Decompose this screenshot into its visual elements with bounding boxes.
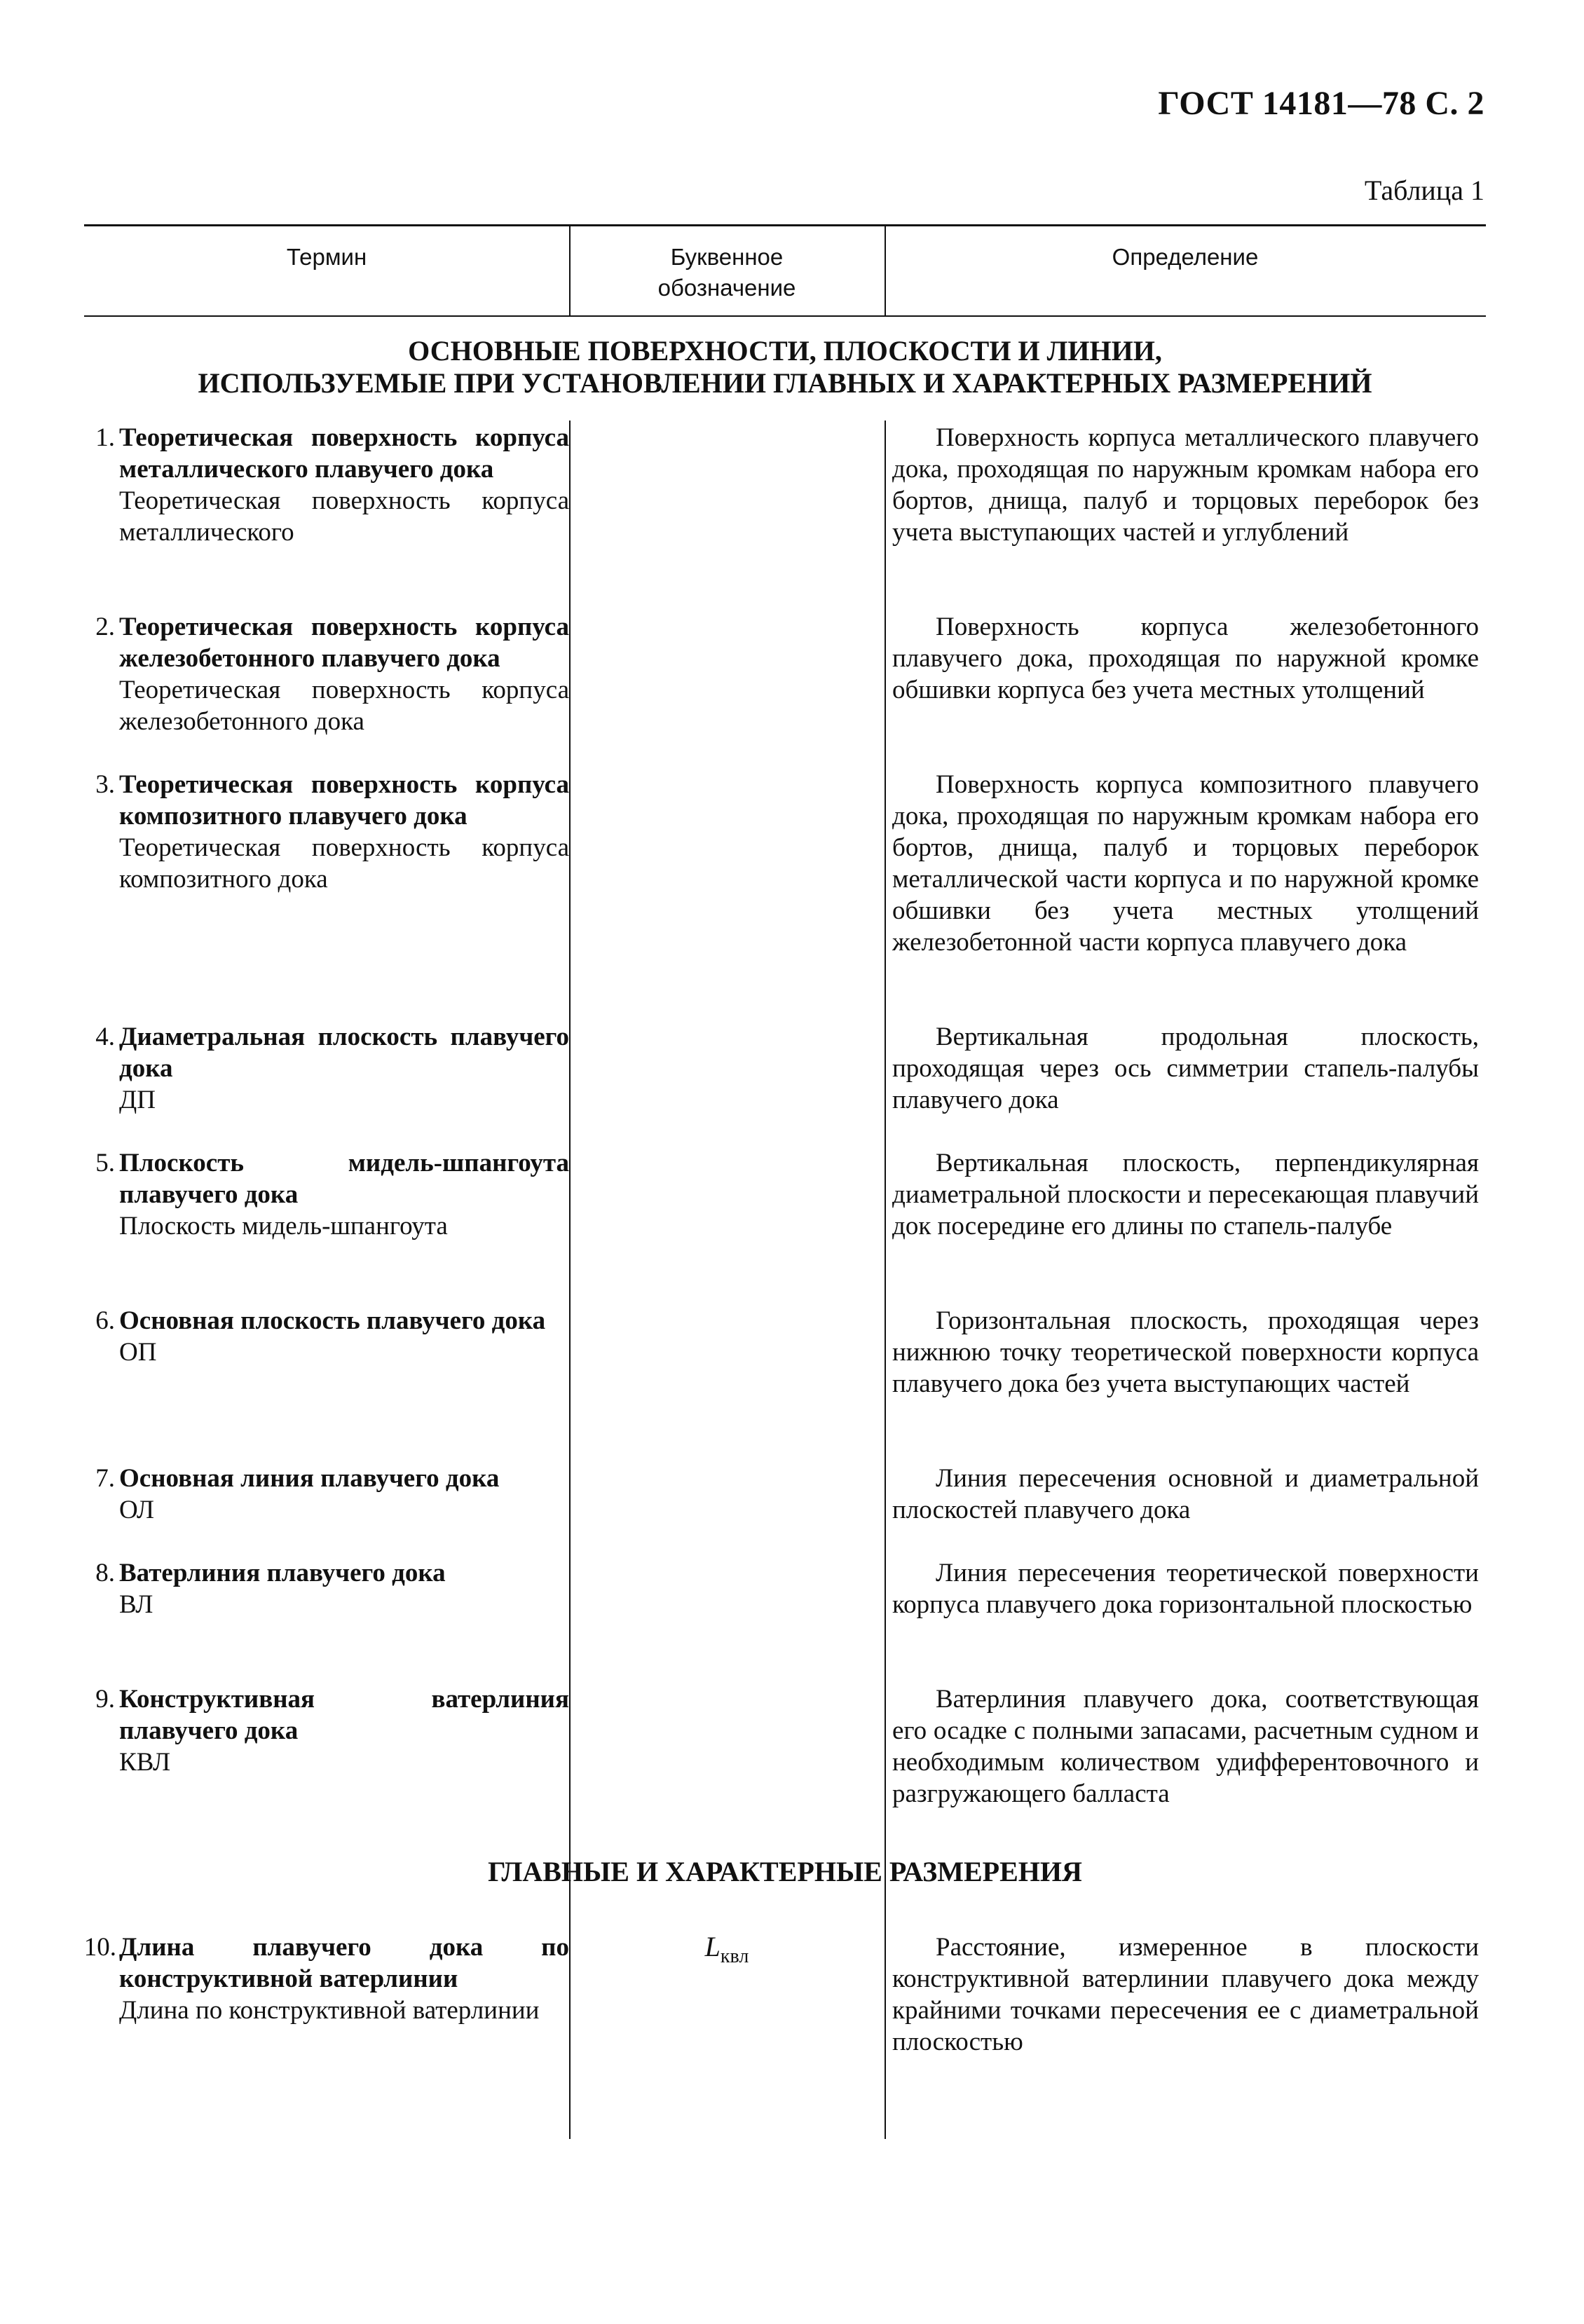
symbol-subscript: квл — [720, 1946, 749, 1967]
term-number: 4. — [95, 1023, 115, 1051]
term-number: 3. — [95, 770, 115, 799]
table-row-term-8 — [84, 1557, 569, 1620]
term-number: 9. — [95, 1685, 115, 1714]
table-row-term-5 — [84, 1147, 569, 1242]
body-divider-4 — [885, 1929, 886, 2139]
table-row-definition-1: Поверхность корпуса металлического плавучего дока, проходящая по наружным кромкам набора его бортов, днища, палуб и торцовых переборок без учета выступающих частей и углублений — [892, 423, 1479, 547]
term-name: Теоретическая поверхность корпуса железобетонного плавучего дока — [119, 613, 569, 673]
body-divider-2 — [885, 421, 886, 2051]
table-row-definition-3: Поверхность корпуса композитного плавучего дока, проходящая по наружным кромкам набора его бортов, днища, палуб и торцовых переборок металлической части корпуса и по наружной кромке обшивки без учета местных утолщений железобетонной части корпуса плавучего дока — [892, 770, 1479, 957]
term-name: Основная плоскость плавучего дока — [119, 1306, 546, 1335]
term-number: 1. — [95, 423, 115, 452]
term-number: 10. — [83, 1933, 116, 1962]
table-row-definition-8: Линия пересечения теоретической поверхности корпуса плавучего дока горизонтальной плоскостью — [892, 1559, 1479, 1619]
table-row-definition-2: Поверхность корпуса железобетонного плавучего дока, проходящая по наружной кромке обшивки корпуса без учета местных утолщений — [892, 613, 1479, 704]
table-row-term-9 — [84, 1683, 569, 1778]
document-header: ГОСТ 14181—78 С. 2 — [1158, 85, 1484, 122]
term-name: Конструктивная ватерлиния плавучего дока — [119, 1685, 569, 1745]
term-name: Теоретическая поверхность корпуса композитного плавучего дока — [119, 770, 569, 831]
section-title-1-line2: ИСПОЛЬЗУЕМЫЕ ПРИ УСТАНОВЛЕНИИ ГЛАВНЫХ И ХАРАКТЕРНЫХ РАЗМЕРЕНИЙ — [198, 367, 1372, 399]
table-row-definition-4: Вертикальная продольная плоскость, проходящая через ось симметрии стапель-палубы плавучего дока — [892, 1023, 1479, 1114]
term-number: 7. — [95, 1464, 115, 1493]
term-alias: Длина по конструктивной ватерлинии — [119, 1996, 540, 2025]
term-name: Плоскость мидель-шпангоута плавучего дока — [119, 1149, 569, 1209]
term-alias: Теоретическая поверхность корпуса железобетонного дока — [119, 676, 569, 736]
term-number: 6. — [95, 1306, 115, 1335]
table-row-term-10 — [84, 1932, 569, 2026]
term-alias: Плоскость мидель-шпангоута — [119, 1212, 448, 1240]
term-name: Теоретическая поверхность корпуса металлического плавучего дока — [119, 423, 569, 484]
term-alias: ДП — [119, 1086, 156, 1114]
term-alias: Теоретическая поверхность корпуса металлического — [119, 486, 569, 547]
table-row-definition-7: Линия пересечения основной и диаметральной плоскостей плавучего дока — [892, 1464, 1479, 1524]
section-title-1-line1: ОСНОВНЫЕ ПОВЕРХНОСТИ, ПЛОСКОСТИ И ЛИНИИ, — [408, 335, 1162, 367]
term-alias: ВЛ — [119, 1590, 153, 1619]
table-row-term-4 — [84, 1021, 569, 1116]
table-row-term-3 — [84, 769, 569, 895]
term-name: Основная линия плавучего дока — [119, 1464, 500, 1493]
table-row-definition-10: Расстояние, измеренное в плоскости конструктивной ватерлинии плавучего дока между крайними точками пересечения ее с диаметральной плоскостью — [892, 1933, 1479, 2056]
term-name: Ватерлиния плавучего дока — [119, 1559, 446, 1587]
table-row-term-1 — [84, 422, 569, 548]
term-number: 8. — [95, 1559, 115, 1587]
table-label: Таблица 1 — [1364, 175, 1484, 206]
section-title-2: ГЛАВНЫЕ И ХАРАКТЕРНЫЕ РАЗМЕРЕНИЯ — [488, 1856, 1082, 1887]
table-row-definition-5: Вертикальная плоскость, перпендикулярная диаметральной плоскости и пересекающая плавучий док посередине его длины по стапель-палубе — [892, 1149, 1479, 1240]
column-header-symbol — [569, 242, 885, 303]
term-alias: ОЛ — [119, 1496, 154, 1524]
column-header-symbol-line1: Буквенное — [670, 244, 784, 270]
table-row-definition-9: Ватерлиния плавучего дока, соответствующая его осадке с полными запасами, расчетным судном и необходимым количеством удифферентовочного и разгружающего балласта — [892, 1685, 1479, 1808]
column-header-term: Термин — [286, 244, 367, 270]
section-title-1 — [84, 335, 1486, 399]
column-header-symbol-line2: обозначение — [657, 275, 796, 301]
table-row-definition-6: Горизонтальная плоскость, проходящая через нижнюю точку теоретической поверхности корпуса плавучего дока без учета выступающих частей — [892, 1306, 1479, 1398]
term-alias: Теоретическая поверхность корпуса композитного дока — [119, 833, 569, 894]
table-top-rule — [84, 224, 1486, 226]
header-bottom-rule — [84, 315, 1486, 317]
table-row-term-6 — [84, 1305, 569, 1368]
symbol-main: L — [704, 1931, 721, 1962]
term-number: 2. — [95, 613, 115, 641]
term-number: 5. — [95, 1149, 115, 1177]
body-divider-1 — [569, 421, 571, 2051]
table-row-term-2 — [84, 611, 569, 737]
term-alias: КВЛ — [119, 1748, 171, 1777]
term-name: Длина плавучего дока по конструктивной ватерлинии — [119, 1933, 569, 1993]
table-row-term-7 — [84, 1463, 569, 1526]
letter-symbol — [569, 1930, 885, 1968]
column-header-definition: Определение — [1112, 244, 1259, 270]
term-name: Диаметральная плоскость плавучего дока — [119, 1023, 569, 1083]
term-alias: ОП — [119, 1338, 157, 1367]
